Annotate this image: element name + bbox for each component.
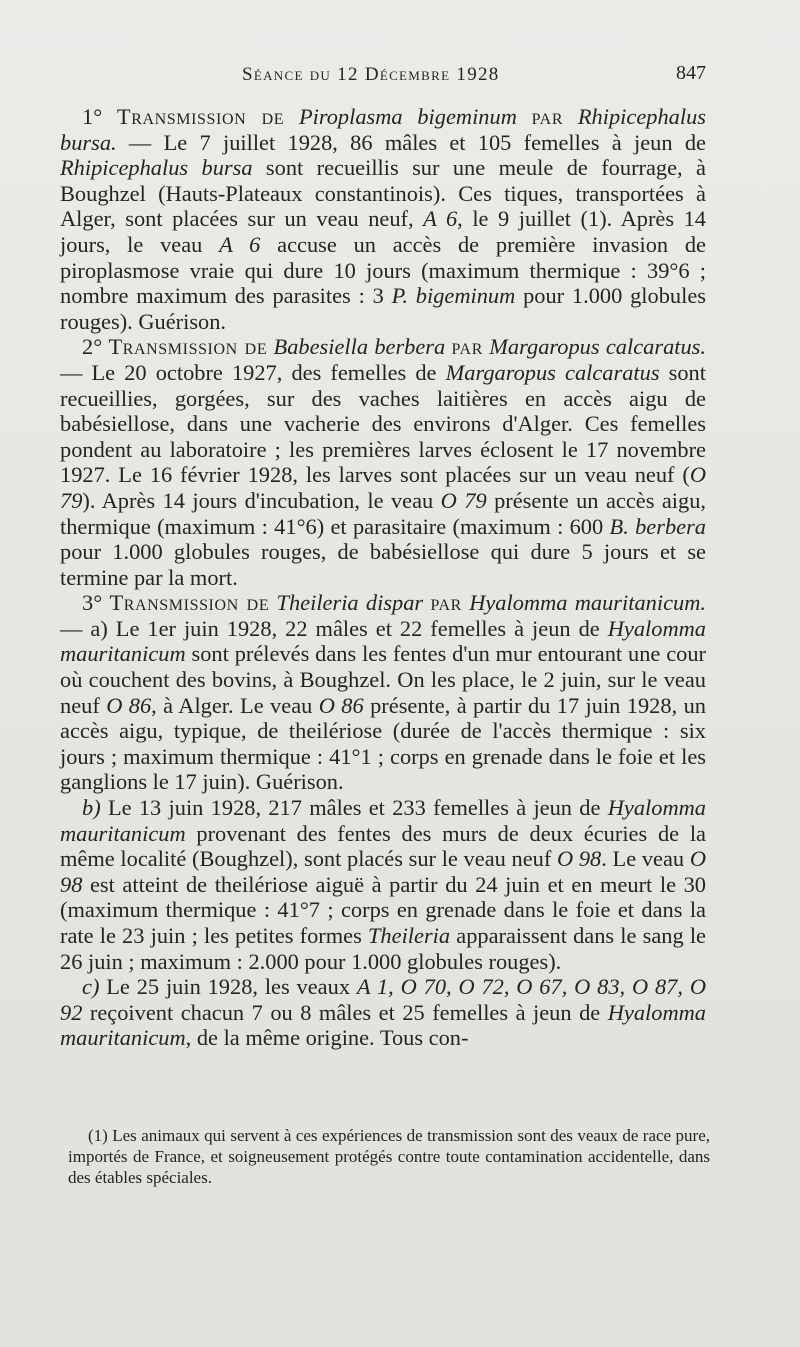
species-name: B. berbera	[609, 513, 706, 539]
footnote	[68, 1125, 710, 1188]
subsection-label: b)	[82, 795, 101, 821]
section-title-par: par	[430, 590, 462, 616]
subsection-label: c)	[82, 974, 100, 1000]
animal-id: O 98	[60, 846, 706, 897]
section-number: 2°	[82, 334, 103, 360]
text-run: reçoivent chacun 7 ou 8 mâles et 25 femelles à jeun de	[82, 999, 608, 1025]
footnote-text: (1) Les animaux qui servent à ces expériences de transmission sont des veaux de race pure, importés de France, et soigneusement protégés contre toute contamination accidentelle, dans des étables spéciales.	[68, 1126, 710, 1187]
text-run: — Le 20 octobre 1927, des femelles de	[60, 359, 446, 385]
paragraph-transmission-2	[60, 334, 706, 590]
text-run: pour 1.000 globules rouges). Guérison.	[60, 283, 706, 334]
text-run: présente un accès aigu, thermique (maximum : 41°6) et parasitaire (maximum : 600	[60, 487, 706, 539]
species-name: P. bigeminum	[391, 283, 516, 309]
section-title: Transmission de	[108, 334, 268, 360]
animal-id-list: A 1, O 70, O 72, O 67, O 83, O 87, O 92	[60, 974, 706, 1025]
text-run: est atteint de theilériose aiguë à partir du 24 juin et en meurt le 30 (maximum thermique : 41°7 ; corps en grenade dans le foie et dans la rate le 23 juin ; les petites formes	[60, 871, 706, 948]
vector-name: Rhipicephalus bursa.	[60, 104, 706, 155]
text-run: Le 13 juin 1928, 217 mâles et 233 femelles à jeun de	[100, 795, 608, 821]
text-run: , à Alger. Le veau	[151, 692, 319, 718]
species-name: Rhipicephalus bursa	[60, 155, 253, 181]
text-run: présente, à partir du 17 juin 1928, un accès aigu, typique, de theilériose (durée de l'accès thermique : six jours ; maximum thermique : 41°1 ; corps en grenade dans le foie et les ganglions le 17 juin). Guérison.	[60, 692, 706, 795]
vector-name: Hyalomma mauritanicum.	[469, 590, 706, 616]
animal-id: O 86	[106, 692, 152, 718]
text-run: accuse un accès de première invasion de piroplasmose vraie qui dure 10 jours (maximum thermique : 39°6 ; nombre maximum des parasites : 3	[60, 231, 706, 309]
animal-id: O 86	[318, 692, 364, 718]
paragraph-transmission-3c	[60, 974, 706, 1051]
text-run: , le 9 juillet (1). Après 14 jours, le veau	[60, 206, 706, 257]
text-run: . Le veau	[601, 846, 690, 872]
text-run: Le 25 juin 1928, les veaux	[99, 974, 357, 1000]
animal-id: A 6	[219, 231, 261, 257]
species-name: Theileria	[367, 923, 451, 948]
species-name: Hyalomma mauritanicum	[60, 795, 706, 846]
page-number: 847	[676, 62, 706, 84]
text-run: — a) Le 1er juin 1928, 22 mâles et 22 femelles à jeun de	[60, 615, 608, 641]
animal-id: A 6	[423, 206, 458, 232]
text-run: pour 1.000 globules rouges, de babésiellose qui dure 5 jours et se termine par la mort.	[60, 539, 706, 590]
section-title-par: par	[451, 334, 483, 360]
paragraph-transmission-3b	[60, 795, 706, 974]
section-number: 3°	[82, 590, 103, 616]
section-number: 1°	[82, 104, 103, 129]
paragraph-transmission-3	[60, 590, 706, 795]
parasite-name: Babesiella berbera	[273, 334, 446, 360]
text-run: provenant des fentes des murs de deux écuries de la même localité (Boughzel), sont placés sur le veau neuf	[60, 820, 706, 872]
section-title-par: par	[531, 104, 564, 129]
text-run: apparaissent dans le sang le 26 juin ; maximum : 2.000 pour 1.000 globules rouges).	[60, 923, 706, 974]
text-run: , de la même origine. Tous con-	[185, 1025, 469, 1051]
animal-id: O 79	[60, 462, 706, 513]
species-name: Hyalomma mauritanicum	[60, 999, 706, 1051]
text-run: sont recueillies, gorgées, sur des vaches laitières en accès aigu de babésiellose, dans une vacherie des environs d'Alger. Ces femelles pondent au laboratoire ; les premières larves éclosent le 17 novembre 1927. Le 16 février 1928, les larves sont placées sur un veau neuf (	[60, 359, 706, 488]
vector-name: Margaropus calcaratus.	[489, 334, 706, 360]
animal-id: O 79	[440, 487, 487, 513]
text-run: sont prélevés dans les fentes d'un mur entourant une cour où couchent des bovins, à Boughzel. On les place, le 2 juin, sur le veau neuf	[60, 641, 706, 718]
page-header	[60, 62, 706, 94]
running-head: Séance du 12 Décembre 1928	[242, 64, 500, 85]
text-run: — Le 7 juillet 1928, 86 mâles et 105 femelles à jeun de	[116, 129, 706, 155]
species-name: Hyalomma mauritanicum	[60, 615, 706, 667]
parasite-name: Theileria dispar	[276, 590, 424, 616]
article-body	[60, 104, 706, 1051]
parasite-name: Piroplasma bigeminum	[298, 104, 517, 129]
text-run: ). Après 14 jours d'incubation, le veau	[82, 487, 441, 513]
paragraph-transmission-1	[60, 104, 706, 334]
animal-id: O 98	[557, 846, 602, 872]
section-title: Transmission de	[109, 590, 270, 616]
text-run: sont recueillis sur une meule de fourrage, à Boughzel (Hauts-Plateaux constantinois). Ces tiques, transportées à Alger, sont placées sur un veau neuf,	[60, 155, 706, 232]
species-name: Margaropus calcaratus	[445, 359, 660, 385]
section-title: Transmission de	[116, 104, 285, 129]
